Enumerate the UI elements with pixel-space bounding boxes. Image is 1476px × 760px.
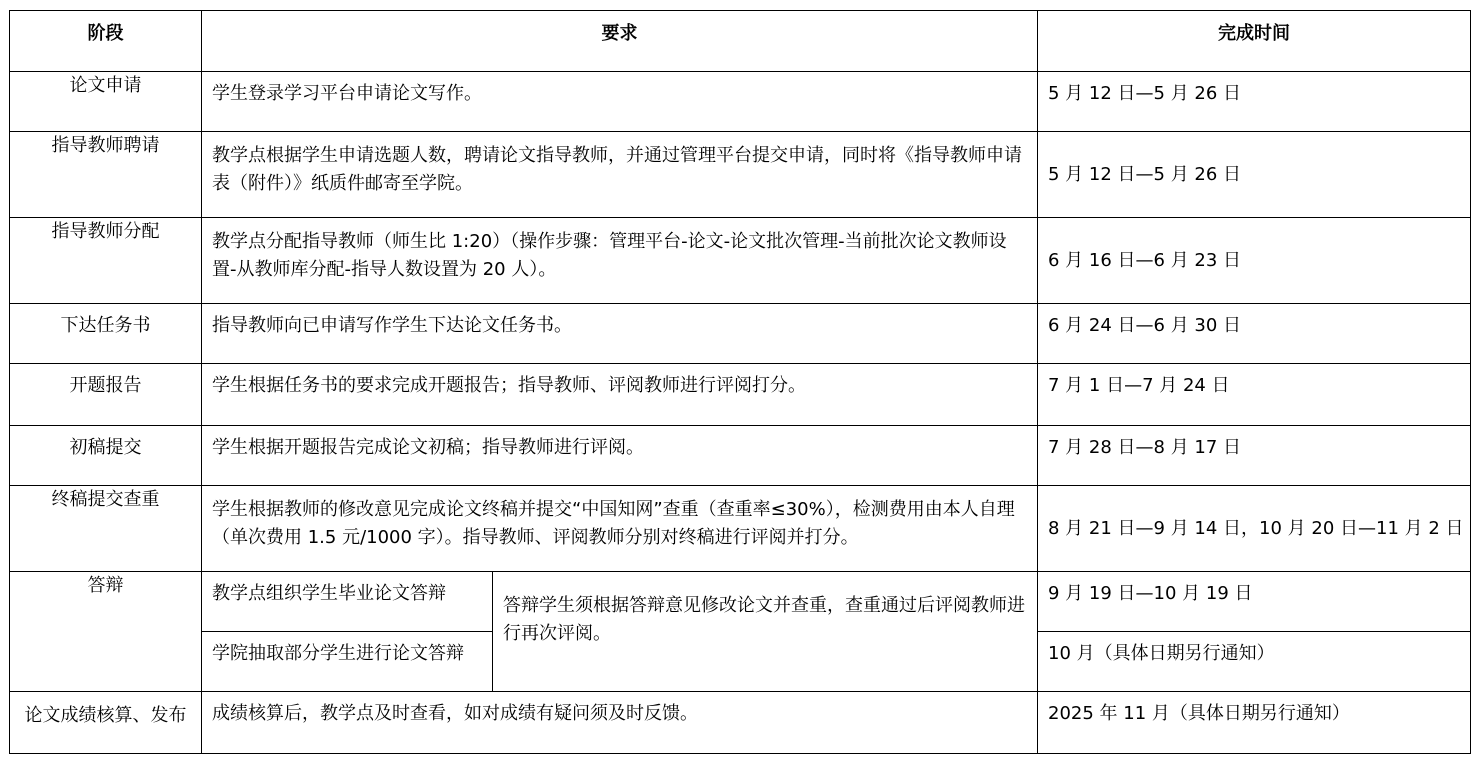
final-row xyxy=(10,692,1471,754)
requirement-cell: 学生根据开题报告完成论文初稿；指导教师进行评阅。 xyxy=(202,426,1038,486)
defense-row-1 xyxy=(10,572,1471,632)
stage-cell: 初稿提交 xyxy=(10,426,202,486)
time-cell: 5 月 12 日—5 月 26 日 xyxy=(1038,72,1471,132)
time-cell: 8 月 21 日—9 月 14 日，10 月 20 日—11 月 2 日 xyxy=(1038,486,1471,572)
stage-cell: 指导教师聘请 xyxy=(10,132,202,218)
table-row xyxy=(10,304,1471,364)
time-cell: 5 月 12 日—5 月 26 日 xyxy=(1038,132,1471,218)
stage-cell: 论文申请 xyxy=(10,72,202,132)
stage-cell-defense: 答辩 xyxy=(10,572,202,692)
requirement-cell: 教学点根据学生申请选题人数，聘请论文指导教师，并通过管理平台提交申请，同时将《指导教师申请表（附件）》纸质件邮寄至学院。 xyxy=(202,132,1038,218)
defense-shared-requirement: 答辩学生须根据答辩意见修改论文并查重，查重通过后评阅教师进行再次评阅。 xyxy=(493,572,1038,692)
table-row xyxy=(10,364,1471,426)
requirement-cell: 指导教师向已申请写作学生下达论文任务书。 xyxy=(202,304,1038,364)
schedule-table xyxy=(9,10,1471,754)
requirement-cell: 学生根据任务书的要求完成开题报告；指导教师、评阅教师进行评阅打分。 xyxy=(202,364,1038,426)
table-row xyxy=(10,218,1471,304)
defense-sub-requirement-1: 教学点组织学生毕业论文答辩 xyxy=(202,572,493,632)
table-row xyxy=(10,426,1471,486)
table-row xyxy=(10,72,1471,132)
stage-cell: 下达任务书 xyxy=(10,304,202,364)
time-cell: 7 月 1 日—7 月 24 日 xyxy=(1038,364,1471,426)
stage-cell: 终稿提交查重 xyxy=(10,486,202,572)
header-row xyxy=(10,11,1471,72)
defense-time-1: 9 月 19 日—10 月 19 日 xyxy=(1038,572,1471,632)
table-row xyxy=(10,486,1471,572)
time-cell: 6 月 24 日—6 月 30 日 xyxy=(1038,304,1471,364)
header-time: 完成时间 xyxy=(1038,11,1471,72)
header-requirement: 要求 xyxy=(202,11,1038,72)
defense-sub-requirement-2: 学院抽取部分学生进行论文答辩 xyxy=(202,632,493,692)
requirement-cell: 学生根据教师的修改意见完成论文终稿并提交“中国知网”查重（查重率≤30%），检测费用由本人自理（单次费用 1.5 元/1000 字）。指导教师、评阅教师分别对终稿进行评阅并打分。 xyxy=(202,486,1038,572)
defense-time-2: 10 月（具体日期另行通知） xyxy=(1038,632,1471,692)
time-cell: 7 月 28 日—8 月 17 日 xyxy=(1038,426,1471,486)
final-time: 2025 年 11 月（具体日期另行通知） xyxy=(1038,692,1471,754)
final-requirement: 成绩核算后，教学点及时查看，如对成绩有疑问须及时反馈。 xyxy=(202,692,1038,754)
requirement-cell: 教学点分配指导教师（师生比 1:20）（操作步骤：管理平台-论文-论文批次管理-当前批次论文教师设置-从教师库分配-指导人数设置为 20 人）。 xyxy=(202,218,1038,304)
stage-cell: 指导教师分配 xyxy=(10,218,202,304)
table-row xyxy=(10,132,1471,218)
time-cell: 6 月 16 日—6 月 23 日 xyxy=(1038,218,1471,304)
stage-cell: 开题报告 xyxy=(10,364,202,426)
header-stage: 阶段 xyxy=(10,11,202,72)
stage-cell-final: 论文成绩核算、发布 xyxy=(10,692,202,754)
requirement-cell: 学生登录学习平台申请论文写作。 xyxy=(202,72,1038,132)
